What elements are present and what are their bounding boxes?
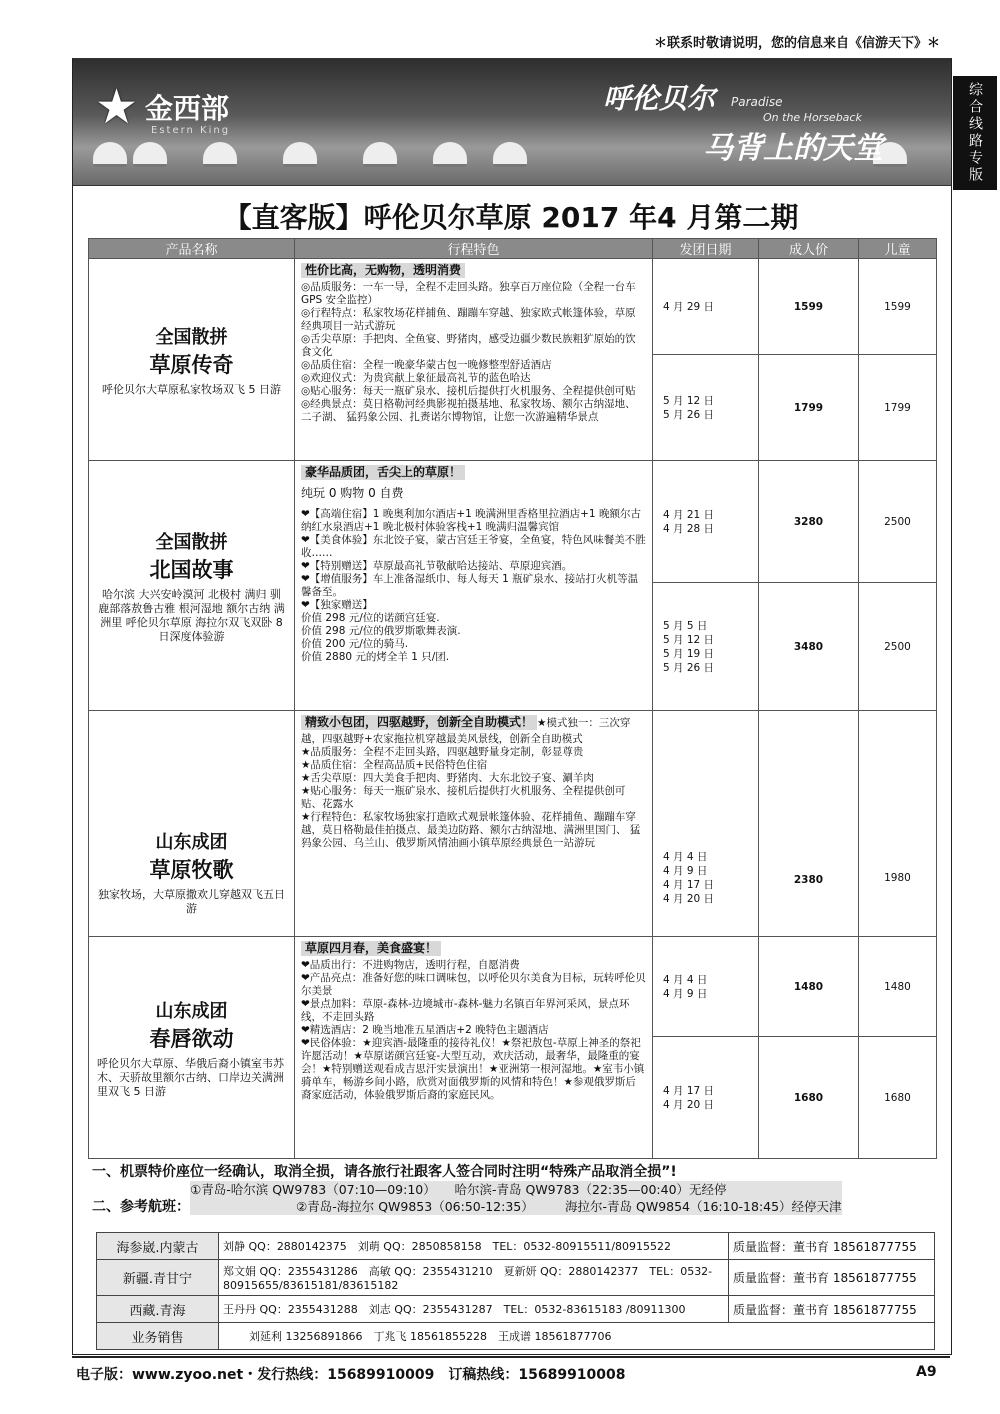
adult-price: 1480 <box>759 937 859 1037</box>
table-row <box>89 711 937 937</box>
adult-price: 1680 <box>759 1037 859 1159</box>
date-cell: 4 月 29 日 <box>653 259 759 355</box>
contact-row: 海参崴.内蒙古 刘静 QQ：2880142375 刘萌 QQ：2850858158 TEL：0532-80915511/80915522 质量监督：董书育 18561877755 <box>97 1233 935 1260</box>
banner-slogan: 马背上的天堂 <box>703 131 883 166</box>
col-date: 发团日期 <box>653 239 759 259</box>
flight-row: ①青岛-哈尔滨 QW9783（07:10—09:10） 哈尔滨-青岛 QW9783（22:35—00:40）无经停 <box>190 1182 727 1197</box>
adult-price: 2380 <box>759 711 859 937</box>
feature-cell: 豪华品质团，舌尖上的草原！ 纯玩 0 购物 0 自费 ❤【高端住宿】1 晚奥利加尔酒店+1 晚满洲里香格里拉酒店+1 晚额尔古纳红水泉酒店+1 晚北极村体验客栈+1 晚满归温馨宾馆 ❤【美食体验】东北饺子宴，蒙古宫廷王爷宴，全鱼宴，特色风味餐美不胜收…… ❤【特别赠送】草原最高礼节敬献哈达接站、草原迎宾酒。 ❤【增值服务】车上准备湿纸巾、每人每天 1 瓶矿泉水、接站打火机等温馨备至。 ❤【独家赠送】 价值 298 元/位的诺颜宫廷宴. 价值 298 元/位的俄罗斯歌舞表演. 价值 200 元/位的骑马. 价值 2880 元的烤全羊 1 只/团. <box>295 461 653 711</box>
product-name-cell: 全国散拼 北国故事 哈尔滨 大兴安岭漠河 北极村 满归 驯鹿部落敖鲁古雅 根河湿地 额尔古纳 满洲里 呼伦贝尔草原 海拉尔双飞双卧 8 日深度体验游 <box>89 461 295 711</box>
contact-table <box>96 1232 935 1350</box>
col-product: 产品名称 <box>89 239 295 259</box>
star-icon: ★ <box>95 79 139 135</box>
adult-price: 1799 <box>759 355 859 461</box>
note-flights: 二、参考航班：①青岛-哈尔滨 QW9783（07:10—09:10） 哈尔滨-青岛 QW9783（22:35—00:40）无经停 ②青岛-海拉尔 QW9853（06:50-12:35） 海拉尔-青岛 QW9854（16:10-18:45）经停天津 <box>92 1182 842 1215</box>
table-row <box>89 461 937 583</box>
footer: 电子版：www.zyoo.net・发行热线：15689910009 订稿热线：15689910008 <box>76 1367 626 1383</box>
child-price: 2500 <box>859 461 937 583</box>
contact-row: 新疆.青甘宁 郑文娟 QQ：2355431286 高敏 QQ：2355431210 夏新妍 QQ：2880142377 TEL：0532-80915655/83615181/83615182 质量监督：董书育 18561877755 <box>97 1260 935 1296</box>
product-name-cell: 山东成团 春唇欲动 呼伦贝尔大草原、华俄后裔小镇室韦苏木、天骄故里额尔古纳、口岸边关满洲里双飞 5 日游 <box>89 937 295 1159</box>
col-adult: 成人价 <box>759 239 859 259</box>
adult-price: 1599 <box>759 259 859 355</box>
date-cell: 5 月 5 日 5 月 12 日 5 月 19 日 5 月 26 日 <box>653 583 759 711</box>
feature-cell: 性价比高，无购物，透明消费 ◎品质服务：一车一导，全程不走回头路。独享百万座位险（全程一台车 GPS 安全监控） ◎行程特点：私家牧场花样捕鱼、蹦蹦车穿越、独家欧式帐篷体验，草原经典项目一站式游玩 ◎舌尖草原：手把肉、全鱼宴、野猪肉，感受边疆少数民族粗犷原始的饮食文化 ◎品质住宿：全程一晚豪华蒙古包一晚修整型舒适酒店 ◎欢迎仪式：为贵宾献上象征最高礼节的蓝色哈达 ◎贴心服务：每天一瓶矿泉水、接机后提供打火机服务、全程提供创可贴 ◎经典景点：莫日格勒河经典影视拍摄基地、私家牧场、额尔古纳湿地、二子湖、 猛犸象公园、扎赉诺尔博物馆，让您一次游遍精华景点 <box>295 259 653 461</box>
table-row <box>89 259 937 355</box>
banner-en-line2: On the Horseback <box>763 111 862 124</box>
feature-cell: 草原四月春，美食盛宴！ ❤品质出行：不进购物店，透明行程，自愿消费 ❤产品亮点：准备好您的味口调味包，以呼伦贝尔美食为目标，玩转呼伦贝尔美景 ❤景点加料：草原-森林-边境城市-森林-魅力名镇百年界河采风，景点环线，不走回头路 ❤精选酒店：2 晚当地准五星酒店+2 晚特色主题酒店 ❤民俗体验：★迎宾酒-最隆重的接待礼仪！★祭祀敖包-草原上神圣的祭祀许愿活动！★草原诺颜宫廷宴-大型互动，欢庆活动，最奢华，最隆重的宴会！★特别赠送观看成吉思汗实景演出！★亚洲第一根河湿地。★室韦小镇骑单车，畅游乡间小路，欣赏对面俄罗斯的风情和特色！★参观俄罗斯后裔家庭活动，体验俄罗斯后裔的家庭民风。 <box>295 937 653 1159</box>
child-price: 1599 <box>859 259 937 355</box>
table-header <box>89 239 937 259</box>
date-cell: 4 月 4 日 4 月 9 日 4 月 17 日 4 月 20 日 <box>653 711 759 937</box>
banner <box>72 58 952 186</box>
product-table <box>88 238 937 1159</box>
footer-divider <box>72 1356 950 1358</box>
note-cancellation: 一、机票特价座位一经确认，取消全损，请各旅行社跟客人签合同时注明“特殊产品取消全损”! <box>92 1164 677 1180</box>
banner-title: 呼伦贝尔 <box>603 82 716 115</box>
section-tab: 综合线路专版 <box>953 76 997 190</box>
date-cell: 5 月 12 日 5 月 26 日 <box>653 355 759 461</box>
adult-price: 3480 <box>759 583 859 711</box>
adult-price: 3280 <box>759 461 859 583</box>
date-cell: 4 月 21 日 4 月 28 日 <box>653 461 759 583</box>
notes <box>92 1164 942 1216</box>
product-name-cell: 山东成团 草原牧歌 独家牧场，大草原撒欢儿穿越双飞五日游 <box>89 711 295 937</box>
child-price: 1680 <box>859 1037 937 1159</box>
col-child: 儿童 <box>859 239 937 259</box>
contact-row: 西藏.青海 王丹丹 QQ：2355431288 刘志 QQ：2355431287 TEL：0532-83615183 /80911300 质量监督：董书育 18561877755 <box>97 1296 935 1323</box>
col-features: 行程特色 <box>295 239 653 259</box>
brand-logo: ★ 金西部 Estern King <box>95 79 231 136</box>
date-cell: 4 月 4 日 4 月 9 日 <box>653 937 759 1037</box>
source-note: ＊联系时敬请说明，您的信息来自《信游天下》＊ <box>653 36 940 51</box>
child-price: 2500 <box>859 583 937 711</box>
table-row <box>89 937 937 1037</box>
child-price: 1480 <box>859 937 937 1037</box>
child-price: 1799 <box>859 355 937 461</box>
child-price: 1980 <box>859 711 937 937</box>
page-title: 【直客版】呼伦贝尔草原 2017 年4 月第二期 <box>223 201 799 234</box>
feature-cell: 精致小包团，四驱越野，创新全自助模式！ ★模式独一：三次穿越，四驱越野+农家拖拉机穿越最美风景线，创新全自助模式 ★品质服务：全程不走回头路，四驱越野量身定制，彰显尊贵 ★品质住宿：全程高品质+民俗特色住宿 ★舌尖草原：四大美食手把肉、野猪肉、大东北饺子宴、涮羊肉 ★贴心服务：每天一瓶矿泉水、接机后提供打火机服务、全程提供创可贴、花露水 ★行程特色：私家牧场独家打造欧式观景帐篷体验、花样捕鱼、蹦蹦车穿越，莫日格勒最佳拍摄点、最美边防路、额尔古纳湿地、满洲里国门、 猛犸象公园、乌兰山、俄罗斯风情油画小镇草原经典景色一站游玩 <box>295 711 653 937</box>
date-cell: 4 月 17 日 4 月 20 日 <box>653 1037 759 1159</box>
product-name-cell: 全国散拼 草原传奇 呼伦贝尔大草原私家牧场双飞 5 日游 <box>89 259 295 461</box>
page-number: A9 <box>916 1364 937 1380</box>
banner-en-line1: Paradise <box>731 95 783 109</box>
flight-row: ②青岛-海拉尔 QW9853（06:50-12:35） 海拉尔-青岛 QW9854（16:10-18:45）经停天津 <box>296 1199 842 1214</box>
contact-row: 业务销售 刘延利 13256891866 丁兆飞 18561855228 王成谱 18561877706 <box>97 1323 935 1350</box>
